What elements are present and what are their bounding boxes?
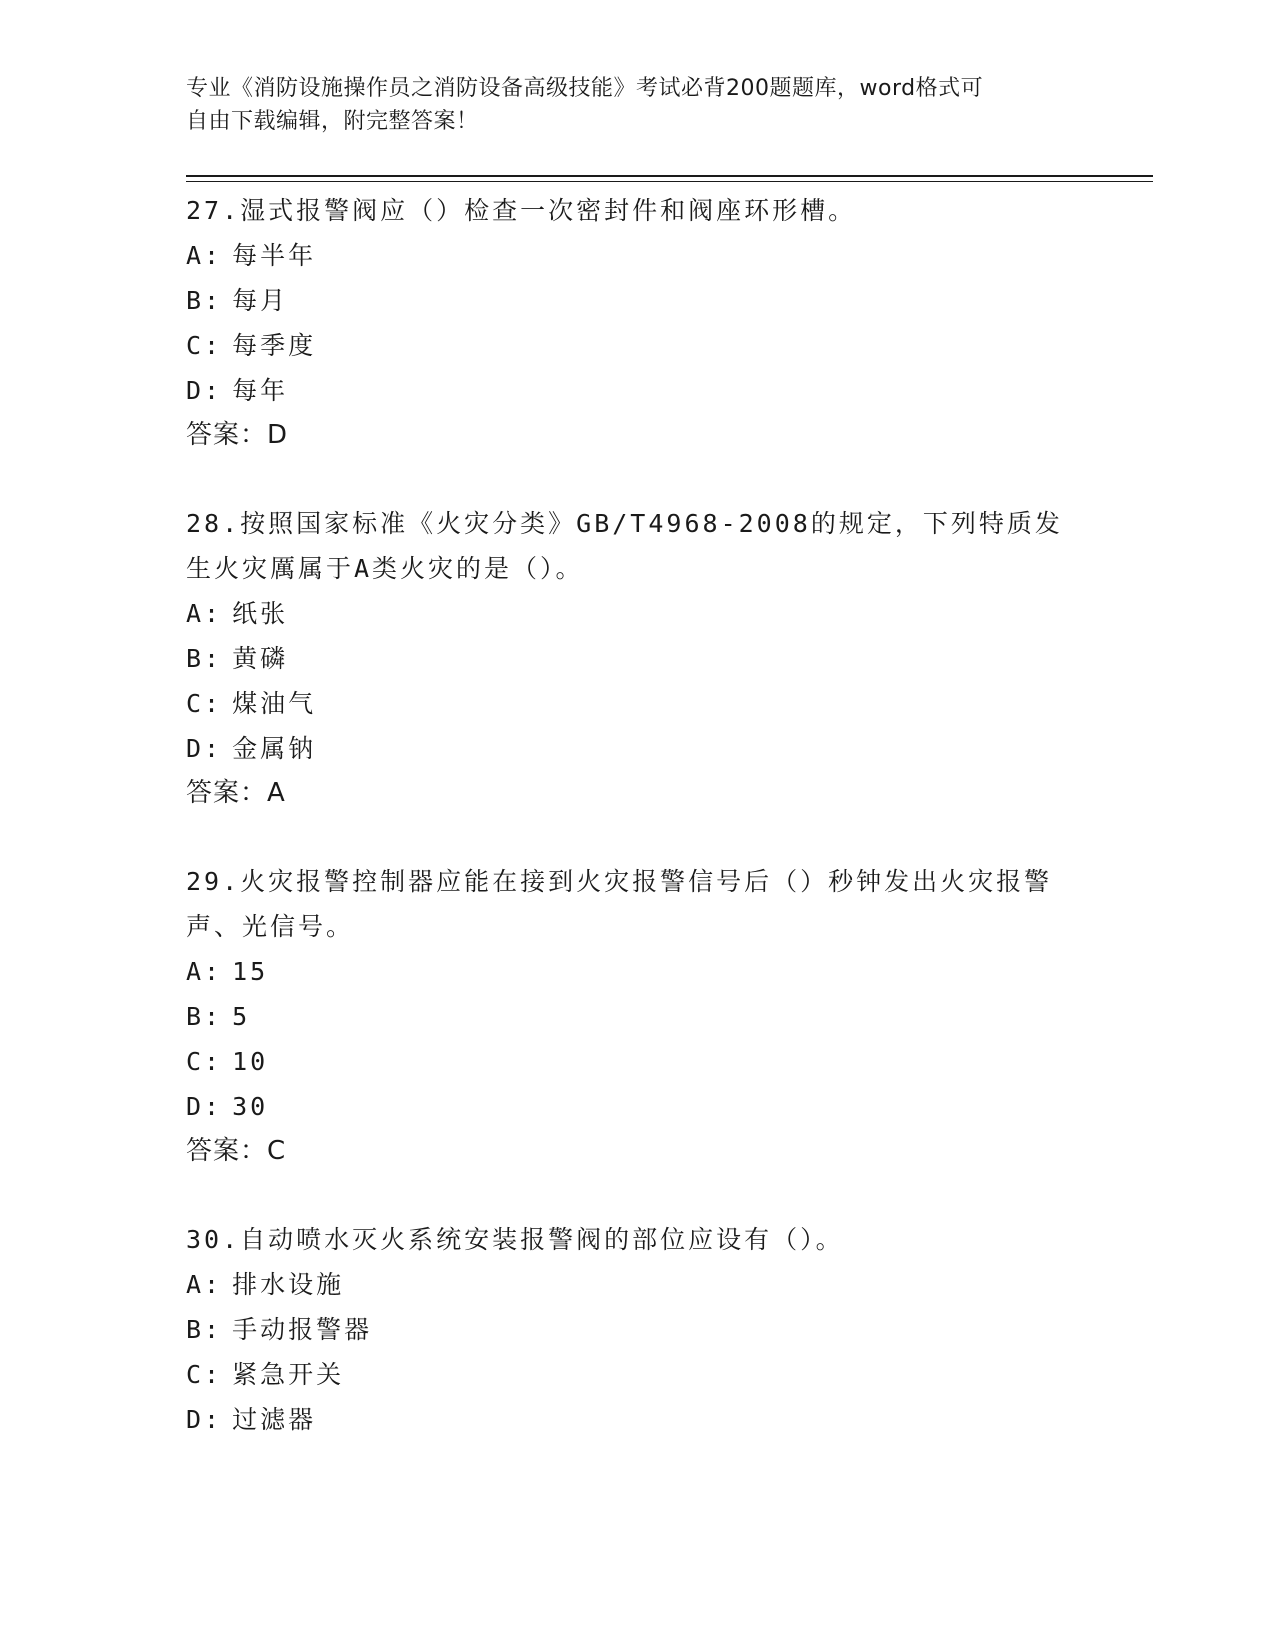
option-text: 手动报警器 [232, 1315, 373, 1344]
answer-line: 答案：D [186, 420, 289, 450]
option-b [186, 1307, 1086, 1352]
answer-line: 答案：C [186, 1136, 287, 1166]
option-letter: A: [186, 599, 223, 628]
option-text: 10 [232, 1047, 269, 1076]
question-30 [186, 1217, 1086, 1442]
option-letter: C: [186, 1360, 223, 1389]
option-c [186, 1352, 1086, 1397]
option-letter: A: [186, 1270, 223, 1299]
question-29 [186, 859, 1086, 1174]
option-a [186, 949, 1086, 994]
question-list [186, 188, 1086, 1485]
option-text: 每月 [232, 286, 289, 315]
option-a [186, 1262, 1086, 1307]
question-28 [186, 501, 1086, 816]
question-stem: 29.火灾报警控制器应能在接到火灾报警信号后（）秒钟发出火灾报警声、光信号。 [186, 867, 1053, 941]
header-divider-thin [186, 181, 1153, 182]
question-stem: 30.自动喷水灭火系统安装报警阀的部位应设有（）。 [186, 1225, 844, 1254]
option-text: 过滤器 [232, 1405, 317, 1434]
option-letter: D: [186, 734, 223, 763]
option-text: 每年 [232, 376, 289, 405]
header-divider-thick [186, 175, 1153, 177]
option-text: 排水设施 [232, 1270, 345, 1299]
option-text: 5 [232, 1002, 251, 1031]
option-c [186, 1039, 1086, 1084]
header-line-2: 自由下载编辑，附完整答案！ [186, 109, 479, 134]
question-stem: 27.湿式报警阀应（）检查一次密封件和阀座环形槽。 [186, 196, 857, 225]
option-b [186, 278, 1086, 323]
option-c [186, 323, 1086, 368]
question-stem: 28.按照国家标准《火灾分类》GB/T4968-2008的规定，下列特质发生火灾厲属于A类火灾的是（）。 [186, 509, 1063, 583]
option-text: 煤油气 [232, 689, 317, 718]
option-letter: B: [186, 286, 223, 315]
option-letter: C: [186, 689, 223, 718]
option-text: 每季度 [232, 331, 317, 360]
option-text: 15 [232, 957, 269, 986]
option-c [186, 681, 1086, 726]
option-a [186, 233, 1086, 278]
option-letter: A: [186, 957, 223, 986]
option-letter: A: [186, 241, 223, 270]
option-letter: C: [186, 1047, 223, 1076]
option-letter: B: [186, 644, 223, 673]
option-d [186, 726, 1086, 771]
option-text: 紧急开关 [232, 1360, 345, 1389]
option-letter: D: [186, 1405, 223, 1434]
document-header [186, 72, 1086, 138]
option-letter: B: [186, 1315, 223, 1344]
option-d [186, 1397, 1086, 1442]
header-line-1: 专业《消防设施操作员之消防设备高级技能》考试必背200题题库，word格式可 [186, 76, 984, 101]
option-letter: D: [186, 376, 223, 405]
option-b [186, 994, 1086, 1039]
option-letter: C: [186, 331, 223, 360]
question-27 [186, 188, 1086, 458]
option-text: 黄磷 [232, 644, 289, 673]
option-d [186, 368, 1086, 413]
option-d [186, 1084, 1086, 1129]
option-text: 纸张 [232, 599, 289, 628]
option-a [186, 591, 1086, 636]
answer-line: 答案：A [186, 778, 286, 808]
option-b [186, 636, 1086, 681]
option-text: 每半年 [232, 241, 317, 270]
option-text: 金属钠 [232, 734, 317, 763]
option-text: 30 [232, 1092, 269, 1121]
option-letter: B: [186, 1002, 223, 1031]
option-letter: D: [186, 1092, 223, 1121]
